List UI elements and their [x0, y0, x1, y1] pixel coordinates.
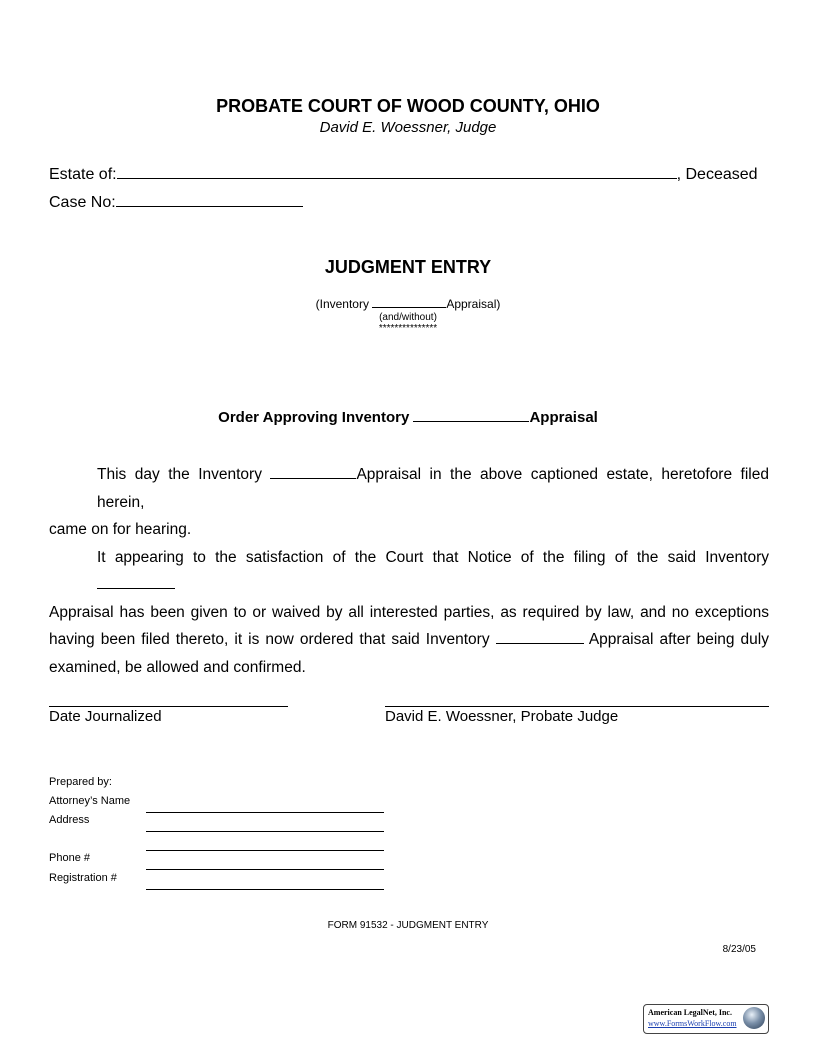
- globe-icon: [743, 1007, 765, 1029]
- para2-line1: It appearing to the satisfaction of the Court that Notice of the filing of the said Inventory: [49, 544, 769, 599]
- para1-line1: This day the Inventory Appraisal in the above captioned estate, heretofore filed herein,: [97, 466, 769, 511]
- prepared-by-heading: Prepared by:: [49, 776, 112, 788]
- estate-row: [49, 164, 758, 184]
- stars-divider: ***************: [378, 323, 438, 334]
- document-title: JUDGMENT ENTRY: [324, 257, 492, 277]
- american-legalnet-logo[interactable]: [643, 1004, 769, 1034]
- registration-label: Registration #: [49, 872, 117, 884]
- para2-line3: having been filed thereto, it is now ordered that said Inventory Appraisal after being duly: [49, 631, 769, 648]
- date-journalized-label: Date Journalized: [49, 708, 162, 725]
- attorney-name-line[interactable]: [146, 812, 384, 813]
- para1-line2: came on for hearing.: [49, 521, 192, 538]
- logo-company-name: American LegalNet, Inc.: [648, 1008, 732, 1017]
- inventory-blank-4[interactable]: [496, 630, 584, 644]
- court-title: PROBATE COURT OF WOOD COUNTY, OHIO: [216, 96, 600, 116]
- inventory-blank-1[interactable]: [372, 297, 446, 308]
- inventory-blank-2[interactable]: [270, 465, 356, 479]
- phone-label: Phone #: [49, 852, 90, 864]
- phone-line[interactable]: [146, 869, 384, 870]
- date-journalized-line[interactable]: [49, 706, 288, 707]
- inventory-subtitle: (Inventory Appraisal): [315, 297, 501, 311]
- address-line-1[interactable]: [146, 831, 384, 832]
- form-id: FORM 91532 - JUDGMENT ENTRY: [327, 920, 489, 931]
- estate-name-field[interactable]: [117, 164, 677, 179]
- logo-website-link[interactable]: www.FormsWorkFlow.com: [648, 1019, 737, 1028]
- revision-date: 8/23/05: [722, 944, 756, 955]
- deceased-suffix: , Deceased: [676, 166, 758, 183]
- address-line-2[interactable]: [146, 850, 384, 851]
- body-text: [49, 461, 769, 681]
- case-no-label: Case No:: [49, 194, 116, 211]
- estate-label: Estate of:: [49, 166, 117, 183]
- judge-subtitle: David E. Woessner, Judge: [319, 119, 497, 136]
- para2-line4: examined, be allowed and confirmed.: [49, 658, 306, 676]
- order-blank[interactable]: [413, 409, 529, 422]
- order-title: Order Approving Inventory Appraisal: [218, 409, 598, 426]
- judge-signature-line[interactable]: [385, 706, 769, 707]
- judge-signature-label: David E. Woessner, Probate Judge: [385, 708, 619, 725]
- address-label: Address: [49, 814, 90, 826]
- attorney-name-label: Attorney’s Name: [49, 795, 131, 807]
- case-row: [49, 192, 303, 212]
- and-without-note: (and/without): [379, 312, 437, 323]
- case-no-field[interactable]: [116, 192, 303, 207]
- inventory-blank-3[interactable]: [97, 575, 175, 589]
- para2-line2: Appraisal has been given to or waived by all interested parties, as required by law, and no exceptions: [49, 603, 769, 621]
- registration-line[interactable]: [146, 889, 384, 890]
